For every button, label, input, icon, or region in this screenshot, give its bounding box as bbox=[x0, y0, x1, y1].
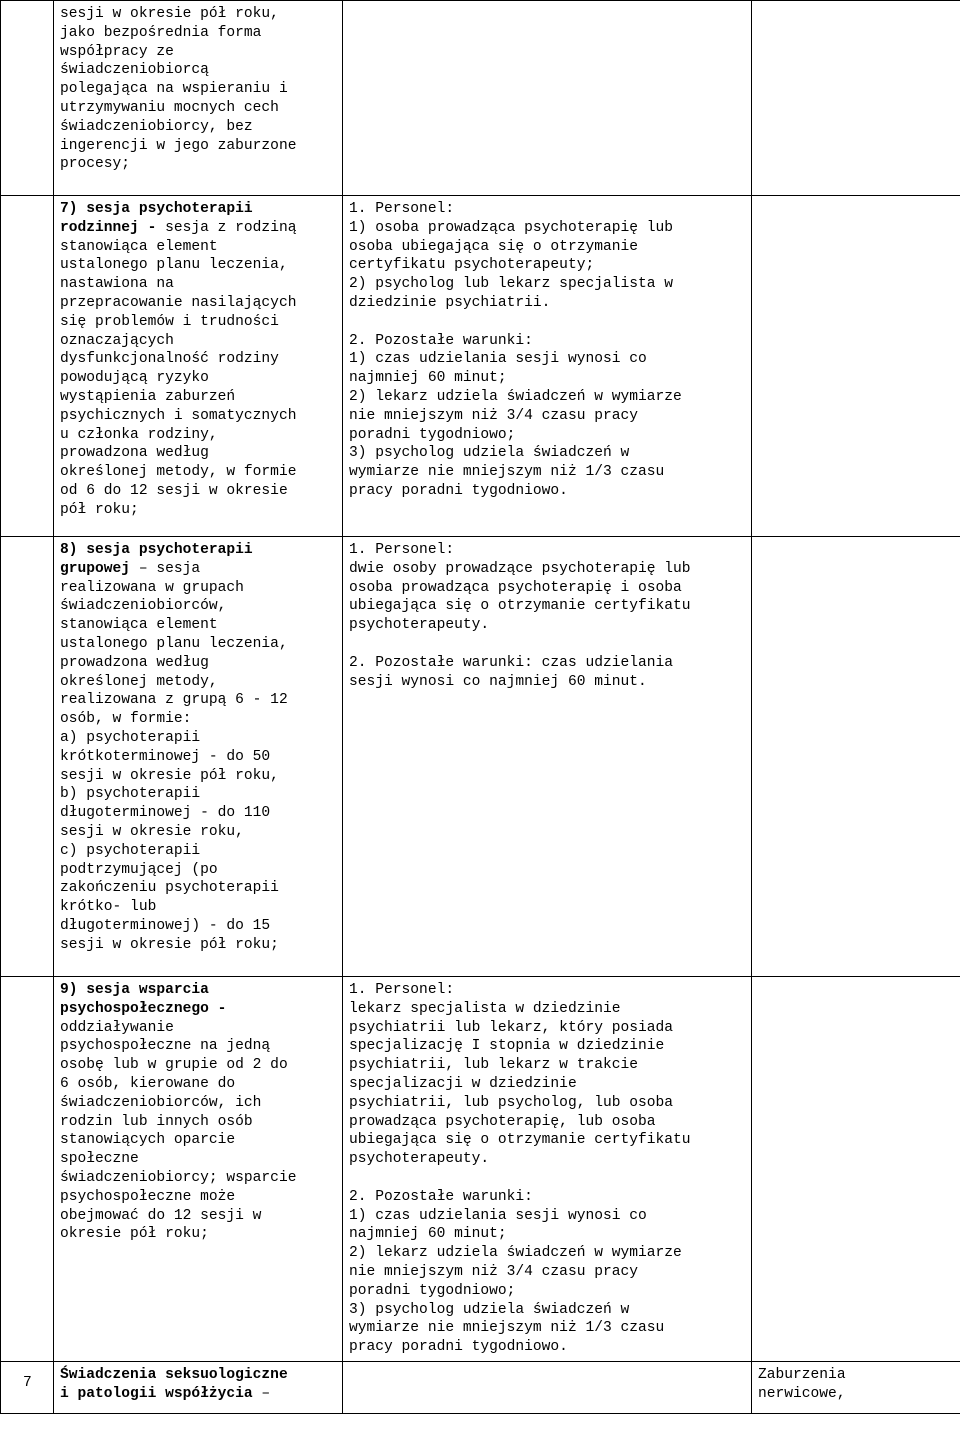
row-number-cell: 7 bbox=[1, 1362, 54, 1414]
table-row bbox=[1, 1, 960, 196]
notes-cell: Zaburzenia nerwicowe, bbox=[752, 1362, 960, 1414]
row-number-cell bbox=[1, 1, 54, 196]
notes-cell bbox=[752, 1, 960, 196]
table-row bbox=[1, 537, 960, 977]
notes-cell bbox=[752, 196, 960, 537]
service-description-cell bbox=[54, 196, 343, 537]
service-description: sesji w okresie pół roku, jako bezpośrednia forma współpracy ze świadczeniobiorcą polegająca na wspieraniu i utrzymywaniu mocnych cech świadczeniobiorcy, bez ingerencji w jego zaburzone procesy; bbox=[60, 6, 297, 173]
service-title: 7) sesja psychoterapii rodzinnej - bbox=[60, 201, 253, 236]
table-row bbox=[1, 196, 960, 537]
conditions-cell: 1. Personel: lekarz specjalista w dziedzinie psychiatrii lub lekarz, który posiada specjalizację I stopnia w dziedzinie psychiatrii, lub lekarz w trakcie specjalizacji w dziedzinie psychiatrii, lub psycholog, lub osoba prowadząca psychoterapię, lub osoba ubiegająca się o otrzymanie certyfikatu psychoterapeuty. 2. Pozostałe warunki: 1) czas udzielania sesji wynosi co najmniej 60 minut; 2) lekarz udziela świadczeń w wymiarze nie mniejszym niż 3/4 czasu pracy poradni tygodniowo; 3) psycholog udziela świadczeń w wymiarze nie mniejszym niż 1/3 czasu pracy poradni tygodniowo. bbox=[343, 977, 752, 1362]
row-number-cell bbox=[1, 537, 54, 977]
service-description: – bbox=[252, 1385, 271, 1402]
conditions-cell: 1. Personel: 1) osoba prowadząca psychoterapię lub osoba ubiegająca się o otrzymanie certyfikatu psychoterapeuty; 2) psycholog lub lekarz specjalista w dziedzinie psychiatrii. 2. Pozostałe warunki: 1) czas udzielania sesji wynosi co najmniej 60 minut; 2) lekarz udziela świadczeń w wymiarze nie mniejszym niż 3/4 czasu pracy poradni tygodniowo; 3) psycholog udziela świadczeń w wymiarze nie mniejszym niż 1/3 czasu pracy poradni tygodniowo. bbox=[343, 196, 752, 537]
notes-cell bbox=[752, 537, 960, 977]
table-row bbox=[1, 1362, 960, 1414]
service-description: oddziaływanie psychospołeczne na jedną osobę lub w grupie od 2 do 6 osób, kierowane do świadczeniobiorców, ich rodzin lub innych osób stanowiących oparcie społeczne świadczeniobiorcy; wsparcie psychospołeczne może obejmować do 12 sesji w okresie pół roku; bbox=[60, 1019, 297, 1243]
service-title: 8) sesja psychoterapii grupowej bbox=[60, 542, 253, 577]
table-row bbox=[1, 977, 960, 1362]
conditions-cell bbox=[343, 1, 752, 196]
conditions-cell: 1. Personel: dwie osoby prowadzące psychoterapię lub osoba prowadząca psychoterapię i osoba ubiegająca się o otrzymanie certyfikatu psychoterapeuty. 2. Pozostałe warunki: czas udzielania sesji wynosi co najmniej 60 minut. bbox=[343, 537, 752, 977]
service-description: sesja z rodziną stanowiąca element ustalonego planu leczenia, nastawiona na przepracowanie nasilających się problemów i trudności oznaczających dysfunkcjonalność rodziny powodującą ryzyko wystąpienia zaburzeń psychicznych i somatycznych u członka rodziny, prowadzona według określonej metody, w formie od 6 do 12 sesji w okresie pół roku; bbox=[60, 219, 297, 518]
row-number-cell bbox=[1, 196, 54, 537]
notes-cell bbox=[752, 977, 960, 1362]
row-number-cell bbox=[1, 977, 54, 1362]
conditions-cell bbox=[343, 1362, 752, 1414]
service-description: – sesja realizowana w grupach świadczeniobiorców, stanowiąca element ustalonego planu leczenia, prowadzona według określonej metody, realizowana z grupą 6 - 12 osób, w formie: a) psychoterapii krótkoterminowej - do 50 sesji w okresie pół roku, b) psychoterapii długoterminowej - do 110 sesji w okresie roku, c) psychoterapii podtrzymującej (po zakończeniu psychoterapii krótko- lub długoterminowej) - do 15 sesji w okresie pół roku; bbox=[60, 560, 288, 953]
service-title: Świadczenia seksuologiczne i patologii współżycia bbox=[60, 1367, 288, 1402]
service-title: 9) sesja wsparcia psychospołecznego - bbox=[60, 982, 227, 1017]
service-description-cell bbox=[54, 537, 343, 977]
service-description-cell bbox=[54, 1, 343, 196]
service-description-cell bbox=[54, 1362, 343, 1414]
service-description-cell bbox=[54, 977, 343, 1362]
